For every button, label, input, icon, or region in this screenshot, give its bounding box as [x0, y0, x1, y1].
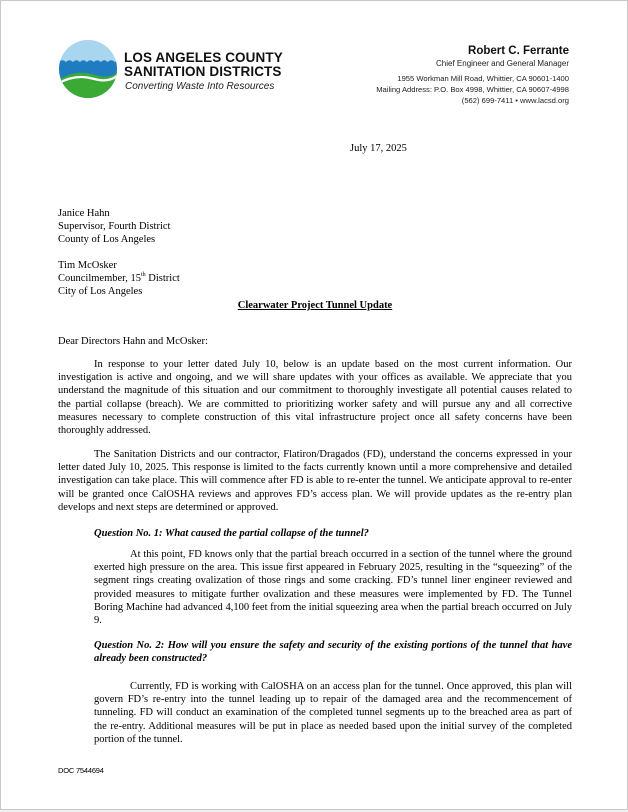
- sender-title: Chief Engineer and General Manager: [436, 59, 569, 68]
- recipient1-org: County of Los Angeles: [58, 234, 156, 245]
- paragraph-1: In response to your letter dated July 10, below is an update based on the most current information. Our investigation is active and ongoing, and we will share updates with your offices as available. We appreciate that you understand the magnitude of this situation and our commitment to thoroughly investigate all potential causes related to the partial collapse (breach). We are committed to prioritizing worker safety and will pursue any and all corrective measures necessary to complete construction of this vital infrastructure project once all safety concerns have been thoroughly addressed.: [58, 359, 572, 437]
- recipient1-name: Janice Hahn: [58, 208, 110, 219]
- sender-block: [376, 44, 569, 106]
- recipient2-name: Tim McOsker: [58, 260, 117, 271]
- document-id: DOC 7544694: [58, 766, 104, 775]
- answer-1: At this point, FD knows only that the partial breach occurred in a section of the tunnel where the ground exerted high pressure on the area. This issue first appeared in February 2025, resulting in the “squeezing” of the segment rings creating ovalization of those rings and some cracking. FD’s tunnel liner engineer reviewed and provided measures to mitigate further ovalization and these measures were implemented by FD. The Tunnel Boring Machine had advanced 4,100 feet from the initial squeezing area when the partial breach occurred on July 9.: [94, 549, 572, 627]
- sender-address: 1955 Workman Mill Road, Whittier, CA 90601-1400 Mailing Address: P.O. Box 4998, Whittier, CA 90607-4998 (562) 699-7411 • www.lacsd.org: [376, 74, 569, 105]
- recipient2-org: City of Los Angeles: [58, 286, 143, 297]
- question-2: Question No. 2: How will you ensure the safety and security of the existing portions of the tunnel that have already been constructed?: [94, 640, 572, 665]
- letter-date: July 17, 2025: [350, 143, 407, 154]
- tagline: Converting Waste Into Resources: [125, 81, 275, 92]
- salutation: Dear Directors Hahn and McOsker:: [58, 336, 208, 347]
- recipient2-title: Councilmember, 15th District: [58, 272, 180, 284]
- addressee-block: [58, 207, 180, 298]
- question-1: Question No. 1: What caused the partial collapse of the tunnel?: [94, 528, 369, 539]
- sanitation-districts-logo-icon: [59, 40, 117, 98]
- paragraph-2: The Sanitation Districts and our contractor, Flatiron/Dragados (FD), understand the concerns expressed in your letter dated July 10, 2025. This response is limited to the facts currently known until a more comprehensive and detailed investigation can take place. This will commence after FD is able to re-enter the tunnel. We anticipate approval to re-enter will be granted once CalOSHA reviews and approves FD’s access plan. We will provide updates as the re-entry plan develops and next steps are determined or approved.: [58, 449, 572, 513]
- sender-name: Robert C. Ferrante: [468, 45, 569, 57]
- answer-2: Currently, FD is working with CalOSHA on an access plan for the tunnel. Once approved, this plan will govern FD’s re-entry into the tunnel leading up to repair of the damaged area and the recommencement of tunneling. FD will conduct an examination of the completed tunnel segments up to the breached area as part of the re-entry. Additional measures will be put in place as needed based upon the initial survey of the completed portion of the tunnel.: [94, 681, 572, 745]
- recipient1-title: Supervisor, Fourth District: [58, 221, 171, 232]
- subject-line: Clearwater Project Tunnel Update: [237, 300, 393, 311]
- organization-name: LOS ANGELES COUNTY SANITATION DISTRICTS: [124, 50, 283, 79]
